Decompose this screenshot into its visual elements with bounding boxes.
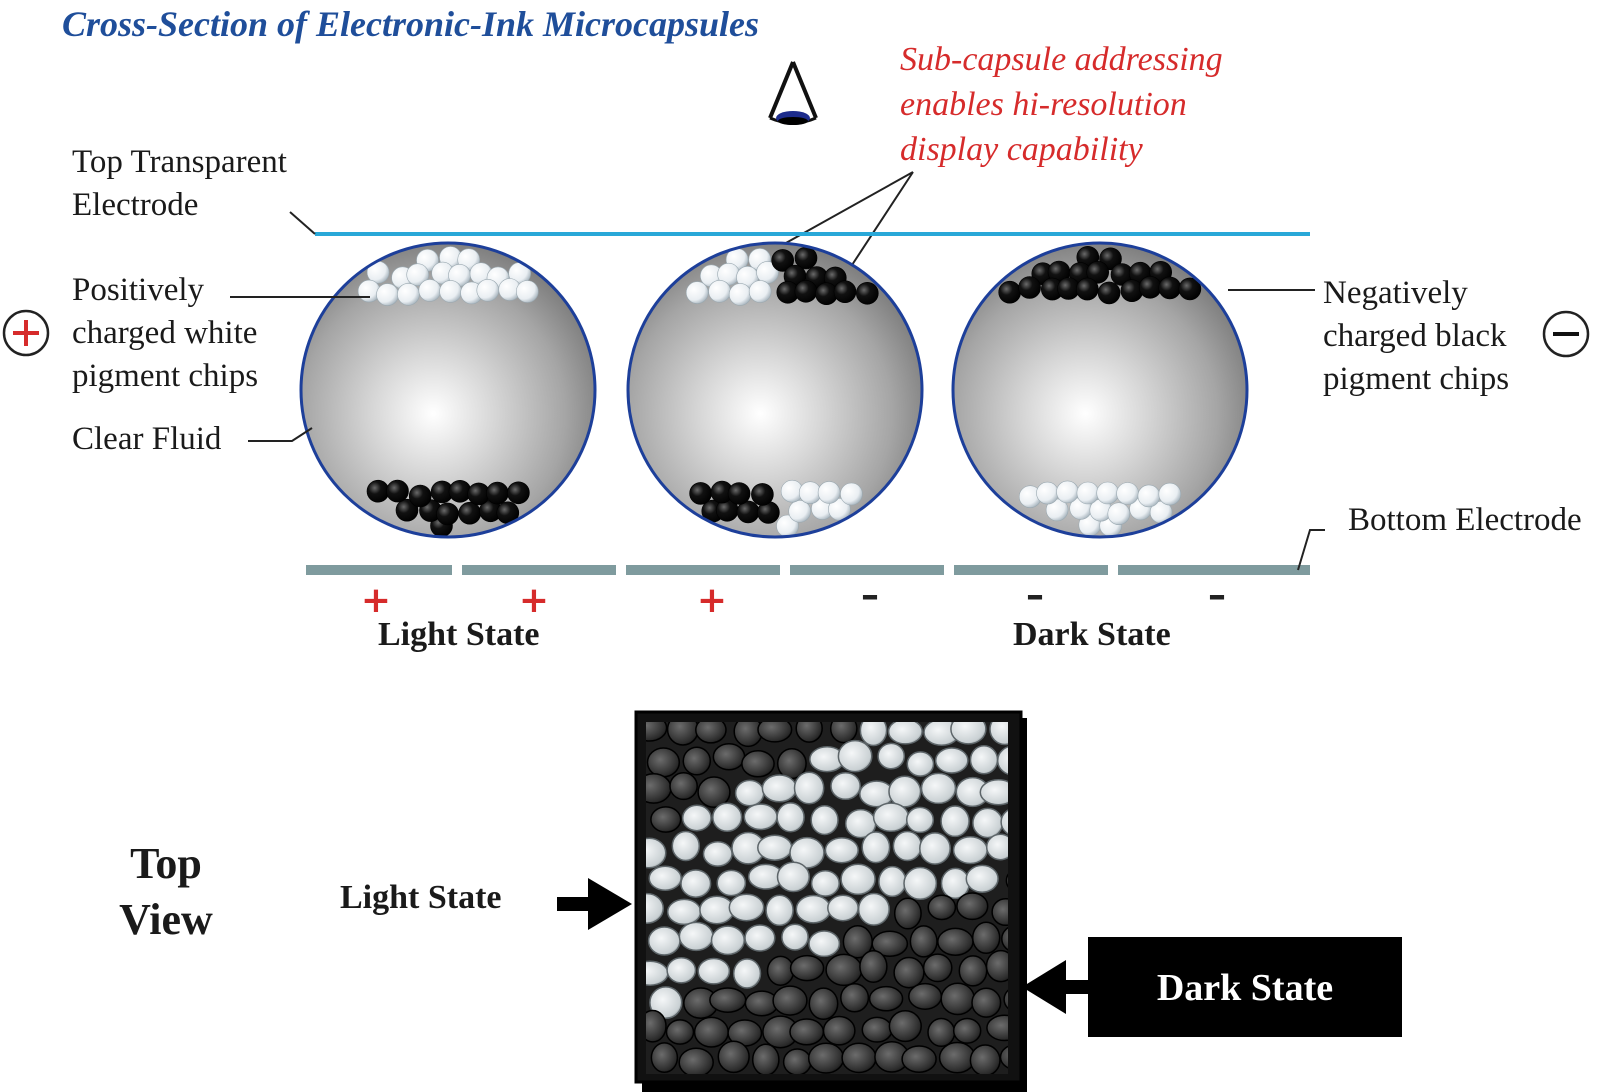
white-pigment-chip: [1057, 481, 1079, 503]
light-microcapsule-cell: [809, 931, 839, 956]
black-pigment-chip: [1019, 277, 1041, 299]
dark-microcapsule-cell: [667, 1020, 694, 1044]
black-pigment-chip: [751, 483, 773, 505]
dark-microcapsule-cell: [970, 1045, 1000, 1076]
light-microcapsule-cell: [795, 772, 824, 803]
dark-microcapsule-cell: [972, 988, 1001, 1017]
light-microcapsule-cell: [838, 741, 871, 772]
dark-microcapsule-cell: [742, 751, 774, 777]
electrode-sign-2: +: [518, 580, 550, 621]
white-pigment-chip: [397, 283, 419, 305]
dark-microcapsule-cell: [954, 1019, 981, 1044]
light-microcapsule-cell: [971, 746, 998, 774]
dark-microcapsule-cell: [809, 988, 837, 1019]
diagram-title: Cross-Section of Electronic-Ink Microcapsules: [62, 4, 760, 44]
light-microcapsule-cell: [889, 776, 921, 807]
label-top-electrode-2: Electrode: [72, 187, 199, 223]
black-pigment-chip: [437, 503, 459, 525]
light-microcapsule-cell: [679, 922, 713, 950]
dark-microcapsule-cell: [683, 747, 710, 775]
light-microcapsule-cell: [889, 719, 923, 744]
light-microcapsule-cell: [649, 927, 680, 955]
black-pigment-chip: [486, 482, 508, 504]
dark-microcapsule-cell: [842, 1043, 876, 1072]
label-white-chips-2: charged white: [72, 315, 258, 351]
black-pigment-chip: [1159, 277, 1181, 299]
dark-microcapsule-cell: [959, 956, 986, 986]
dark-microcapsule-cell: [894, 958, 924, 988]
dark-microcapsule-cell: [862, 1017, 892, 1042]
light-microcapsule-cell: [777, 803, 804, 832]
light-microcapsule-cell: [713, 803, 742, 831]
black-pigment-chip: [1139, 276, 1161, 298]
light-microcapsule-cell: [878, 743, 904, 768]
electrode-sign-3: +: [696, 580, 728, 621]
light-microcapsule-cell: [734, 959, 761, 988]
dark-microcapsule-cell: [784, 1049, 811, 1075]
dark-microcapsule-cell: [924, 954, 952, 981]
light-microcapsule-cell: [922, 773, 956, 803]
light-microcapsule-cell: [907, 807, 934, 832]
dark-microcapsule-cell: [860, 951, 887, 982]
dark-microcapsule-cell: [768, 956, 794, 985]
light-microcapsule-cell: [683, 805, 711, 830]
electrode-sign-6: –: [1208, 575, 1226, 616]
dark-microcapsule-cell: [791, 956, 824, 981]
light-microcapsule-cell: [907, 752, 933, 776]
dark-microcapsule-cell: [973, 922, 1000, 953]
black-pigment-chip: [999, 281, 1021, 303]
white-pigment-chip: [709, 280, 731, 302]
light-microcapsule-cell: [879, 867, 906, 897]
dark-microcapsule-cell: [698, 777, 730, 807]
light-microcapsule-cell: [782, 924, 808, 950]
dark-microcapsule-cell: [826, 954, 862, 985]
dark-microcapsule-cell: [773, 986, 807, 1015]
dark-microcapsule-cell: [841, 984, 869, 1012]
dark-microcapsule-cell: [651, 1043, 677, 1072]
plus-circle-icon: [4, 311, 48, 355]
black-pigment-chip: [1076, 278, 1098, 300]
light-microcapsule-cell: [862, 832, 889, 863]
dark-microcapsule-cell: [928, 1019, 955, 1047]
light-microcapsule-cell: [936, 748, 968, 773]
white-pigment-chip: [818, 481, 840, 503]
white-pigment-chip: [686, 282, 708, 304]
dark-microcapsule-cell: [909, 984, 942, 1010]
minus-circle-icon: [1544, 312, 1588, 356]
white-pigment-chip: [1037, 482, 1059, 504]
light-microcapsule-cell: [668, 899, 701, 924]
light-microcapsule-cell: [672, 832, 699, 861]
label-top-electrode-1: Top Transparent: [72, 144, 287, 180]
dark-microcapsule-cell: [651, 807, 681, 832]
dark-microcapsule-cell: [790, 1019, 823, 1045]
dark-microcapsule-cell: [940, 1043, 975, 1073]
black-pigment-chip: [728, 483, 750, 505]
white-pigment-chip: [477, 279, 499, 301]
dark-microcapsule-cell: [718, 1041, 749, 1072]
dark-microcapsule-cell: [809, 1043, 844, 1073]
white-pigment-chip: [440, 280, 462, 302]
label-black-chips-1: Negatively: [1323, 275, 1468, 311]
light-microcapsule-cell: [859, 894, 890, 926]
light-microcapsule-cell: [698, 959, 729, 984]
dark-microcapsule-cell: [679, 1048, 713, 1076]
black-pigment-chip: [459, 502, 481, 524]
dark-microcapsule-cell: [824, 1016, 855, 1044]
black-pigment-chip: [856, 282, 878, 304]
light-microcapsule-cell: [762, 775, 796, 802]
dark-microcapsule-cell: [928, 895, 955, 919]
light-microcapsule-cell: [778, 862, 810, 891]
callout-line-1: Sub-capsule addressing: [900, 41, 1223, 78]
bottom-electrode-leader: [1298, 530, 1325, 570]
arrow-right-icon: [557, 878, 632, 930]
dark-microcapsule-cell: [889, 1011, 921, 1042]
light-microcapsule-cell: [758, 835, 792, 860]
light-microcapsule-cell: [874, 803, 909, 831]
light-microcapsule-cell: [825, 838, 858, 863]
light-microcapsule-cell: [766, 895, 793, 925]
black-pigment-chip: [449, 480, 471, 502]
callout-line-3: display capability: [900, 131, 1143, 168]
white-pigment-chip: [1097, 482, 1119, 504]
black-pigment-chip: [507, 482, 529, 504]
dark-microcapsule-cell: [870, 987, 903, 1011]
dark-microcapsule-cell: [938, 928, 973, 955]
light-microcapsule-cell: [744, 804, 777, 829]
label-white-chips-1: Positively: [72, 272, 205, 308]
top-view-dark-label: Dark State: [1156, 967, 1334, 1009]
dark-state-box: [1088, 937, 1402, 1037]
dark-microcapsule-cell: [753, 1044, 779, 1075]
light-microcapsule-cell: [831, 773, 860, 800]
light-microcapsule-cell: [812, 871, 840, 896]
white-pigment-chip: [1108, 503, 1130, 525]
dark-microcapsule-cell: [895, 898, 921, 929]
black-pigment-chip: [367, 480, 389, 502]
label-black-chips-3: pigment chips: [1323, 361, 1510, 397]
white-pigment-chip: [516, 281, 538, 303]
light-microcapsule-cell: [649, 866, 681, 890]
light-microcapsule-cell: [841, 864, 875, 894]
dark-microcapsule-cell: [941, 983, 974, 1014]
dark-microcapsule-cell: [713, 744, 744, 770]
dark-microcapsule-cell: [670, 773, 697, 800]
light-state-label: Light State: [378, 616, 540, 653]
light-microcapsule-cell: [729, 894, 763, 920]
dark-microcapsule-cell: [648, 748, 680, 777]
black-pigment-chip: [690, 482, 712, 504]
clear-fluid-leader: [248, 428, 312, 441]
white-pigment-chip: [1159, 483, 1181, 505]
light-microcapsule-cell: [796, 896, 830, 923]
electrode-sign-5: –: [1026, 575, 1044, 616]
light-microcapsule-cell: [893, 832, 921, 861]
label-bottom-electrode: Bottom Electrode: [1348, 502, 1582, 538]
capsule-1: [301, 243, 595, 537]
white-pigment-chip: [1117, 483, 1139, 505]
bottom-electrodes: [306, 565, 1310, 575]
electrode-sign-1: +: [360, 580, 392, 621]
black-pigment-chip: [795, 280, 817, 302]
light-microcapsule-cell: [667, 958, 695, 983]
label-black-chips-2: charged black: [1323, 318, 1507, 354]
eye-icon: [770, 62, 816, 125]
capsule-2: [628, 243, 922, 537]
label-white-chips-3: pigment chips: [72, 358, 259, 394]
black-pigment-chip: [409, 485, 431, 507]
light-microcapsule-cell: [920, 833, 950, 864]
light-microcapsule-cell: [717, 870, 745, 895]
light-microcapsule-cell: [745, 925, 775, 951]
light-microcapsule-cell: [712, 926, 745, 954]
white-pigment-chip: [1138, 485, 1160, 507]
white-pigment-chip: [377, 284, 399, 306]
dark-microcapsule-cell: [957, 893, 988, 919]
light-microcapsule-cell: [736, 780, 764, 805]
dark-microcapsule-cell: [695, 1017, 729, 1047]
dark-state-label: Dark State: [1013, 616, 1171, 653]
black-pigment-chip: [834, 281, 856, 303]
top-view-light-label: Light State: [340, 879, 502, 916]
light-microcapsule-cell: [811, 806, 838, 835]
white-pigment-chip: [840, 483, 862, 505]
light-microcapsule-cell: [700, 896, 734, 923]
light-microcapsule-cell: [681, 870, 711, 897]
dark-microcapsule-cell: [902, 1046, 936, 1072]
black-pigment-chip: [387, 480, 409, 502]
light-microcapsule-cell: [954, 837, 988, 864]
capsule-3: [953, 243, 1247, 537]
black-pigment-chip: [1098, 282, 1120, 304]
dark-microcapsule-cell: [910, 926, 937, 957]
white-pigment-chip: [419, 279, 441, 301]
white-pigment-chip: [1077, 482, 1099, 504]
top-electrode-leader: [290, 212, 315, 234]
white-pigment-chip: [729, 283, 751, 305]
light-microcapsule-cell: [941, 806, 969, 836]
white-pigment-chip: [749, 281, 771, 303]
callout-line-2: enables hi-resolution: [900, 86, 1187, 123]
electrode-sign-4: –: [861, 575, 879, 616]
label-clear-fluid: Clear Fluid: [72, 421, 222, 457]
top-view-line-2: View: [119, 895, 213, 944]
light-microcapsule-cell: [973, 808, 1003, 837]
top-view-line-1: Top: [130, 839, 202, 888]
light-microcapsule-cell: [828, 895, 858, 920]
light-microcapsule-cell: [704, 842, 733, 866]
dark-microcapsule-cell: [710, 988, 746, 1012]
light-microcapsule-cell: [904, 868, 936, 900]
top-view-photo: [631, 712, 1040, 1092]
light-microcapsule-cell: [966, 865, 998, 892]
